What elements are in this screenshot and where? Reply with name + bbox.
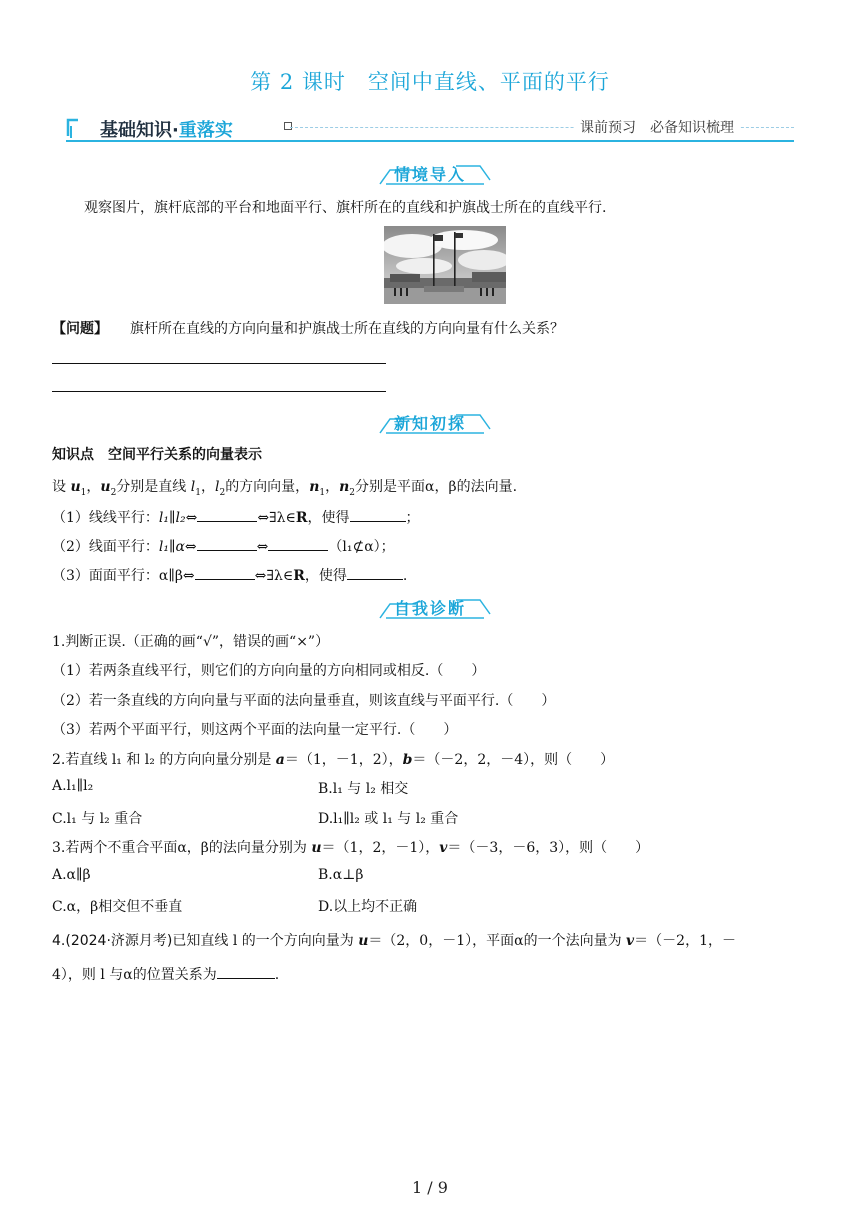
question-3-option-a: A.α∥β [52,867,91,883]
page-number: 1 / 9 [412,1178,448,1197]
answer-line-2 [52,391,386,392]
fill-blank[interactable] [197,538,257,551]
question-1-1: （1）若两条直线平行，则它们的方向向量的方向相同或相反.（ ） [52,663,486,679]
question-1: 1.判断正误.（正确的画“√”，错误的画“×”） [52,634,330,650]
page-title: 第 2 课时 空间中直线、平面的平行 [250,70,610,94]
banner-right-subtitle: 课前预习 必备知识梳理 [574,117,740,137]
question-2: 2.若直线 l₁ 和 l₂ 的方向向量分别是 a＝（1，－1，2），b＝（－2，2，－4），则（ ） [52,752,615,768]
banner-marker-icon [284,122,292,130]
problem-text: 【问题】 旗杆所在直线的方向向量和护旗战士所在直线的方向向量有什么关系？ [52,321,564,337]
knowledge-item-plane-plane: （3）面面平行：α∥β⇔ ⇔∃λ∈R，使得 . [52,568,408,584]
intro-text: 观察图片，旗杆底部的平台和地面平行、旗杆所在的直线和护旗战士所在的直线平行. [84,200,607,216]
question-4-continued: 4），则 l 与α的位置关系为 . [52,967,280,983]
question-2-option-d: D.l₁∥l₂ 或 l₁ 与 l₂ 重合 [318,811,459,827]
knowledge-item-line-plane: （2）线面平行：l₁∥α⇔ ⇔ （l₁⊄α）； [52,539,395,555]
question-2-option-b: B.l₁ 与 l₂ 相交 [318,781,409,797]
question-3: 3.若两个不重合平面α，β的法向量分别为 u＝（1，2，－1），v＝（－3，－6，3），则（ ） [52,840,650,856]
knowledge-point-title: 知识点 空间平行关系的向量表示 [52,447,262,463]
fill-blank[interactable] [195,567,255,580]
question-4: 4.(2024·济源月考)已知直线 l 的一个方向向量为 u＝（2，0，－1），平面α的一个法向量为 v＝（－2，1，－ [52,933,736,949]
flag-ceremony-photo [384,226,506,304]
knowledge-setup: 设 $u_1$，$u_2$分别是直线 $l_1$，$l_2$的方向向量，$n_1$，$n_2$分别是平面α，β的法向量. [52,479,518,498]
fill-blank[interactable] [268,538,328,551]
section-heading-self-check: 自我诊断 [0,596,860,622]
banner-underline [66,140,794,142]
banner-left-title: 基础知识·重落实 [100,120,233,141]
fill-blank[interactable] [217,966,275,979]
knowledge-item-line-line: （1）线线平行：l₁∥l₂⇔ ⇔∃λ∈R，使得 ； [52,510,420,526]
question-1-3: （3）若两个平面平行，则这两个平面的法向量一定平行.（ ） [52,722,458,738]
fill-blank[interactable] [350,509,406,522]
section-heading-situation: 情境导入 [0,162,860,188]
section-banner [66,114,794,146]
question-3-option-c: C.α，β相交但不垂直 [52,899,183,915]
question-2-option-c: C.l₁ 与 l₂ 重合 [52,811,143,827]
section-heading-new-knowledge: 新知初探 [0,411,860,437]
question-1-2: （2）若一条直线的方向向量与平面的法向量垂直，则该直线与平面平行.（ ） [52,693,556,709]
question-3-option-d: D.以上均不正确 [318,899,418,915]
question-2-option-a: A.l₁∥l₂ [52,778,94,794]
fill-blank[interactable] [347,567,403,580]
fill-blank[interactable] [197,509,257,522]
answer-line-1 [52,363,386,364]
question-3-option-b: B.α⊥β [318,867,364,883]
